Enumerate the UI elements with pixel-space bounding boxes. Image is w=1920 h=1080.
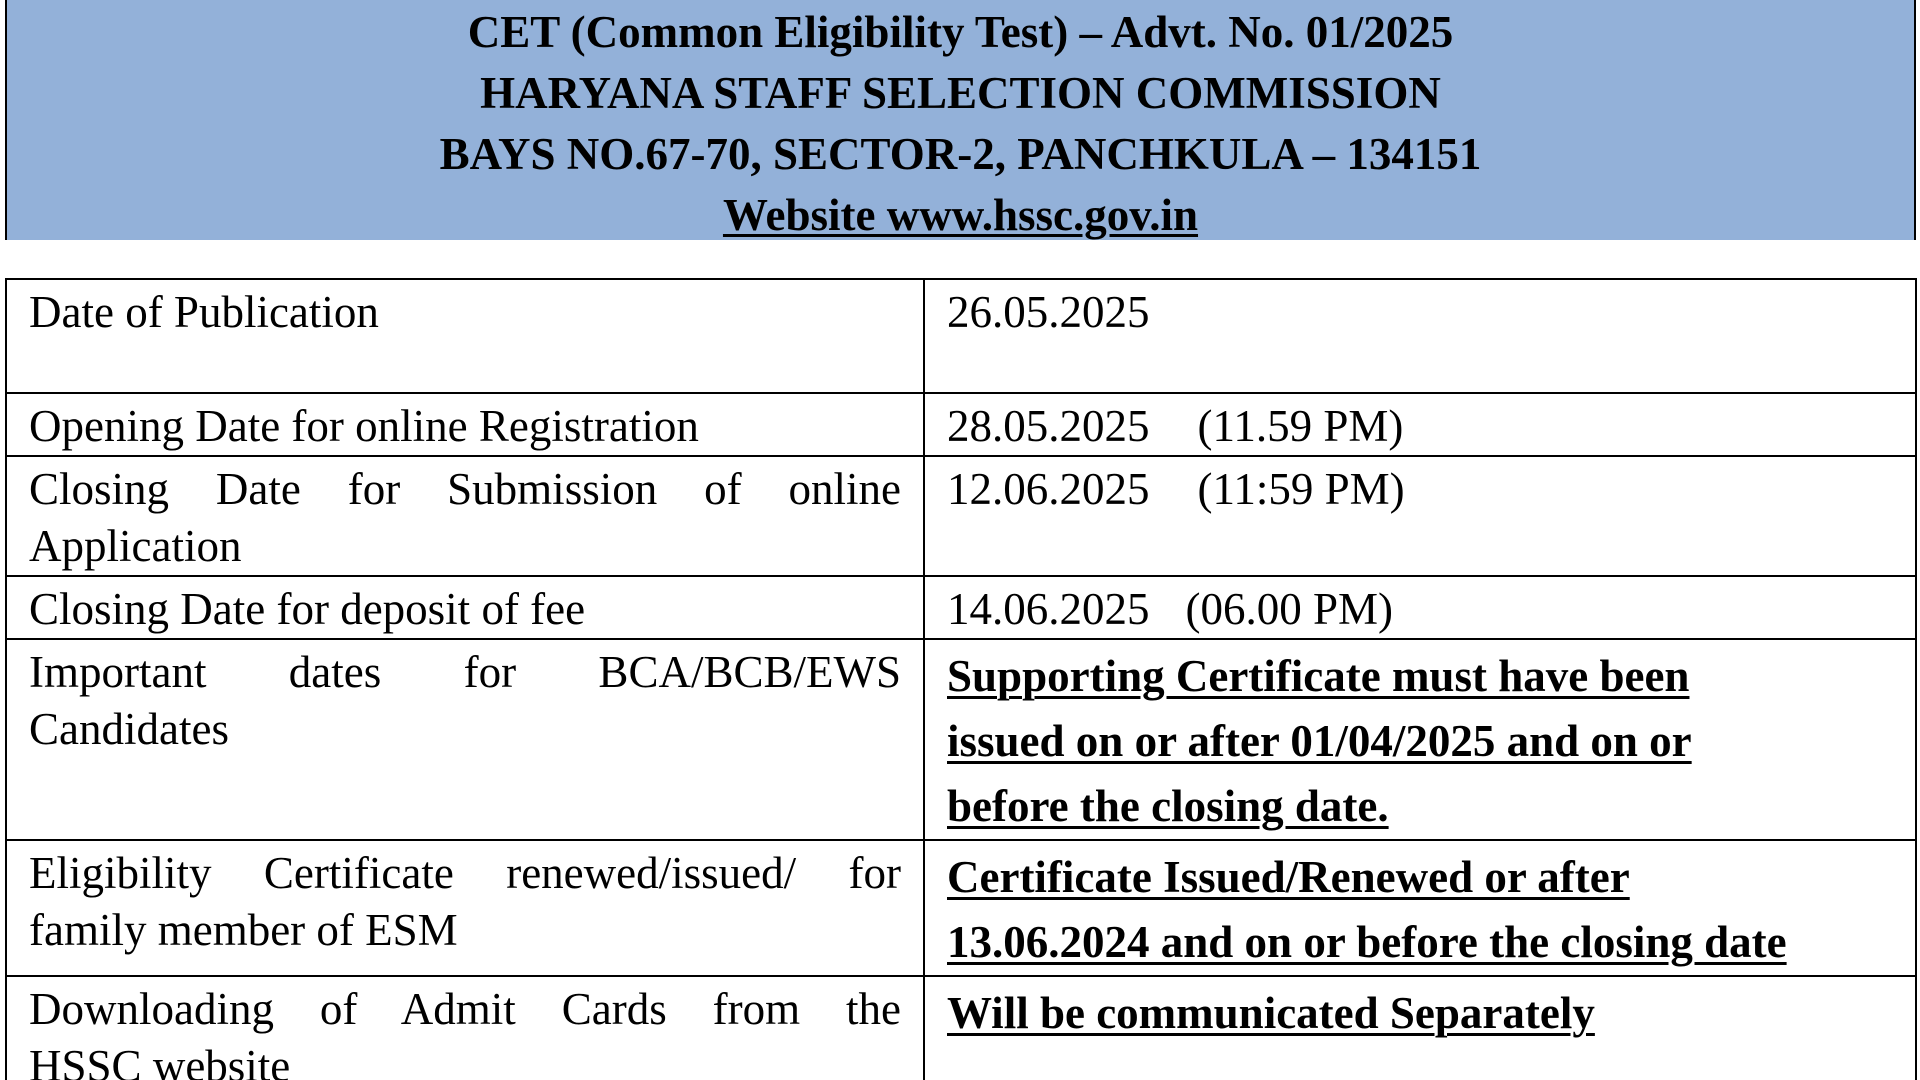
table-row (6, 456, 1916, 576)
row-value (924, 840, 1916, 976)
admit-card-note: Will be communicated Separately (947, 988, 1595, 1038)
application-close-date: 12.06.2025 (947, 464, 1150, 514)
header-website-link[interactable]: Website www.hssc.gov.in (722, 190, 1199, 240)
row-label: Closing Date for Submission of online Application (6, 456, 924, 576)
advertisement-header (5, 0, 1916, 240)
registration-open-date: 28.05.2025 (947, 401, 1150, 451)
table-row (6, 976, 1916, 1080)
row-label: Eligibility Certificate renewed/issued/ for family member of ESM (6, 840, 924, 976)
row-label: Closing Date for deposit of fee (6, 576, 924, 639)
header-title: CET (Common Eligibility Test) – Advt. No. 01/2025 (467, 7, 1454, 57)
row-value (924, 976, 1916, 1080)
application-close-time: (11:59 PM) (1197, 464, 1405, 514)
row-label: Opening Date for online Registration (6, 393, 924, 456)
table-row (6, 576, 1916, 639)
fee-close-time: (06.00 PM) (1185, 584, 1394, 634)
fee-close-date: 14.06.2025 (947, 584, 1150, 634)
esm-certificate-note-line: 13.06.2024 and on or before the closing date (947, 917, 1787, 967)
certificate-note-line: before the closing date. (947, 781, 1389, 831)
row-value (924, 576, 1916, 639)
registration-open-time: (11.59 PM) (1197, 401, 1404, 451)
row-value (924, 393, 1916, 456)
header-commission-name: HARYANA STAFF SELECTION COMMISSION (480, 68, 1441, 118)
row-value (924, 456, 1916, 576)
row-label: Downloading of Admit Cards from the HSSC website (6, 976, 924, 1080)
row-value (924, 279, 1916, 393)
certificate-note-line: issued on or after 01/04/2025 and on or (947, 716, 1692, 766)
table-row (6, 840, 1916, 976)
row-label: Important dates for BCA/BCB/EWS Candidates (6, 639, 924, 840)
table-row (6, 393, 1916, 456)
table-row (6, 279, 1916, 393)
esm-certificate-note-line: Certificate Issued/Renewed or after (947, 852, 1630, 902)
important-dates-table (5, 278, 1917, 1080)
row-value (924, 639, 1916, 840)
header-address: BAYS NO.67-70, SECTOR-2, PANCHKULA – 134151 (439, 129, 1482, 179)
row-label: Date of Publication (6, 279, 924, 393)
certificate-note-line: Supporting Certificate must have been (947, 651, 1690, 701)
table-row (6, 639, 1916, 840)
publication-date: 26.05.2025 (947, 287, 1150, 337)
